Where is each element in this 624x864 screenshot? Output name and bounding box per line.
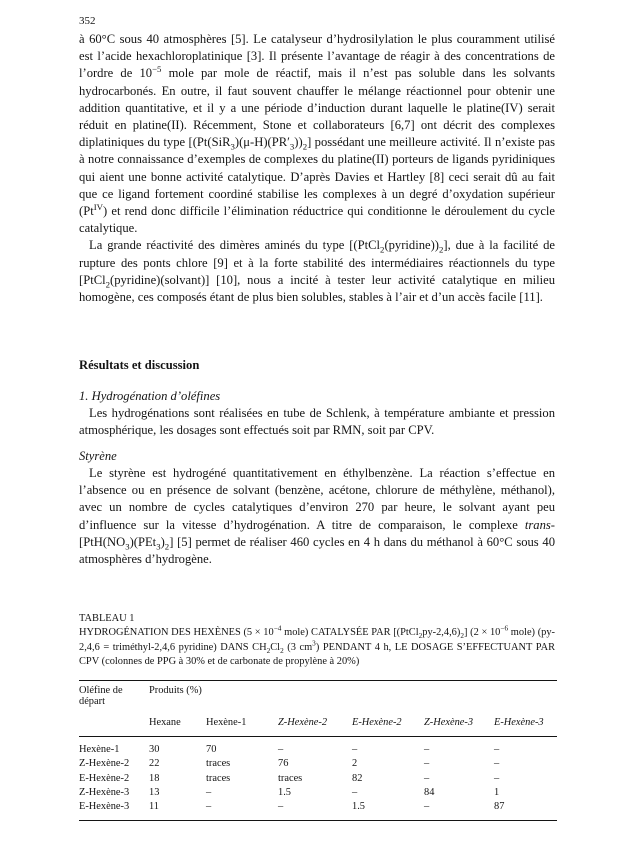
row-olefin: E-Hexène-2 <box>79 772 130 784</box>
data-table <box>79 680 557 821</box>
table-row <box>79 787 557 801</box>
row-olefin: Z-Hexène-2 <box>79 758 130 770</box>
cell: – <box>206 801 212 813</box>
cell: 11 <box>149 801 160 813</box>
row-olefin: Z-Hexène-3 <box>79 786 130 798</box>
cell: – <box>424 801 430 813</box>
cell: 13 <box>149 786 160 798</box>
cell: 1 <box>494 786 500 798</box>
cell: – <box>278 801 284 813</box>
table-row <box>79 744 557 758</box>
cell: – <box>494 758 500 770</box>
cell: 84 <box>424 786 435 798</box>
col-header: Hexane <box>149 717 181 729</box>
cell: 22 <box>149 758 160 770</box>
cell: 1.5 <box>278 786 291 798</box>
cell: 30 <box>149 743 160 755</box>
styrene-heading: Styrène <box>79 449 117 463</box>
table-label: TABLEAU 1 <box>79 613 135 624</box>
header-olefin: Oléfine de départ <box>79 685 123 707</box>
col-header: Z-Hexène-3 <box>424 717 474 729</box>
cell: – <box>494 743 500 755</box>
cell: traces <box>278 772 303 784</box>
cell: – <box>352 743 358 755</box>
cell: – <box>352 786 358 798</box>
cell: 82 <box>352 772 363 784</box>
styrene-text <box>79 465 555 568</box>
col-header: Hexène-1 <box>206 717 247 729</box>
cell: traces <box>206 758 231 770</box>
cell: – <box>494 772 500 784</box>
cell: – <box>424 743 430 755</box>
col-header: E-Hexène-3 <box>494 717 544 729</box>
intro-paragraph-2: La grande réactivité des dimères aminés du type $[(PtCl_2(pyridine))_2]$, due à la facilité de rupture des ponts chlore [9] et à la forte stabilité des intermédiaires réactionnels du type [PtCl$_2$(pyridine)(solvant)] [10], nous a incité à tester leur activité catalytique en milieu homogène, ces composés étant de plus bien solubles, stables à l’air et d’un accès facile [11]. <box>79 238 555 305</box>
cell: 87 <box>494 801 505 813</box>
table-title: HYDROGÉNATION DES HEXÈNES ($5 \times 10^{-4}$ mole) CATALYSÉE PAR $[(PtCl_2py-2,4,6)_2] (2 \times 10^{-6}$ mole) (py-2,4,6 = triméthyl-2,4,6 pyridine) DANS $CH_2Cl_2$ (3 $cm^3$) PENDANT 4 h, LE DOSAGE S’EFFECTUANT PAR CPV (colonnes de PPG à 30% et de carbonate de propylène à 20%) <box>79 624 556 668</box>
subsection-paragraph: Les hydrogénations sont réalisées en tube de Schlenk, à température ambiante et pression atmosphérique, les dosages sont effectués soit par RMN, soit par CPV. <box>79 406 555 438</box>
header-products: Produits (%) <box>149 685 202 696</box>
row-olefin: E-Hexène-3 <box>79 801 130 813</box>
page-number: 352 <box>79 15 96 27</box>
subsection-heading: 1. Hydrogénation d’oléfines <box>79 389 221 403</box>
styrene-paragraph: Le styrène est hydrogéné quantitativement en éthylbenzène. La réaction s’effectue en l’absence ou en présence de solvant (benzène, acétone, chlorure de méthylène, méthanol), avec un nombre de cycles catalytiques d’environ 270 par heure, le solvant ayant peu d’influence sur la vitesse d’hydrogénation. A titre de comparaison, le complexe trans-$[PtH(NO_3)(PEt_3)_2]$ [5] permet de réaliser 460 cycles en 4 h dans du méthanol à 60°C sous 40 atmosphères d’hydrogène. <box>79 466 555 567</box>
intro-text <box>79 31 555 306</box>
cell: – <box>424 772 430 784</box>
table-row <box>79 801 557 820</box>
col-header: E-Hexène-2 <box>352 717 402 729</box>
cell: – <box>206 786 212 798</box>
col-header: Z-Hexène-2 <box>278 717 328 729</box>
cell: 76 <box>278 758 289 770</box>
cell: traces <box>206 772 231 784</box>
cell: 18 <box>149 772 160 784</box>
table-header-spacer <box>79 699 557 717</box>
table-body-spacer <box>79 736 557 744</box>
cell: 2 <box>352 758 358 770</box>
table-header-row-2 <box>79 717 557 736</box>
table-row <box>79 773 557 787</box>
cell: 70 <box>206 743 217 755</box>
cell: – <box>278 743 284 755</box>
table-header-row-1 <box>79 681 557 700</box>
cell: 1.5 <box>352 801 365 813</box>
cell: – <box>424 758 430 770</box>
section-heading: Résultats et discussion <box>79 358 200 372</box>
intro-paragraph-1: à 60°C sous 40 atmosphères [5]. Le catalyseur d’hydrosilylation le plus couramment utilisé est l’acide hexachloroplatinique [3]. Il présente l’avantage de réagir à des concentrations de l’ordre de $10^{-5}$ mole par mole de réactif, mais il n’est pas soluble dans les solvants hydrocarbonés. En outre, il faut souvent chauffer le mélange réactionnel pour obtenir une addition quantitative, et il y a une période d’induction durant laquelle le platine(IV) serait réduit en platine(II). Récemment, Stone et collaborateurs [6,7] ont décrit des complexes diplatiniques du type $[(Pt(SiR_3)(\mu-H)(PR'_3))_2]$ possédant une meilleure activité. Il n’existe pas à notre connaissance d’exemples de complexes du platine(II) porteurs de ligands pyridiniques qui aient une bonne activité catalytique. D’après Davies et Hartley [8] ceci serait dû au fait que ce ligand fortement coordiné stabilise les complexes à un degré d’oxydation supérieur $(Pt^{IV})$ et rend donc difficile l’élimination réductrice qui conditionne le déroulement du cycle catalytique. <box>79 32 555 236</box>
table-row <box>79 758 557 772</box>
table-caption <box>79 612 555 670</box>
row-olefin: Hexène-1 <box>79 743 120 755</box>
